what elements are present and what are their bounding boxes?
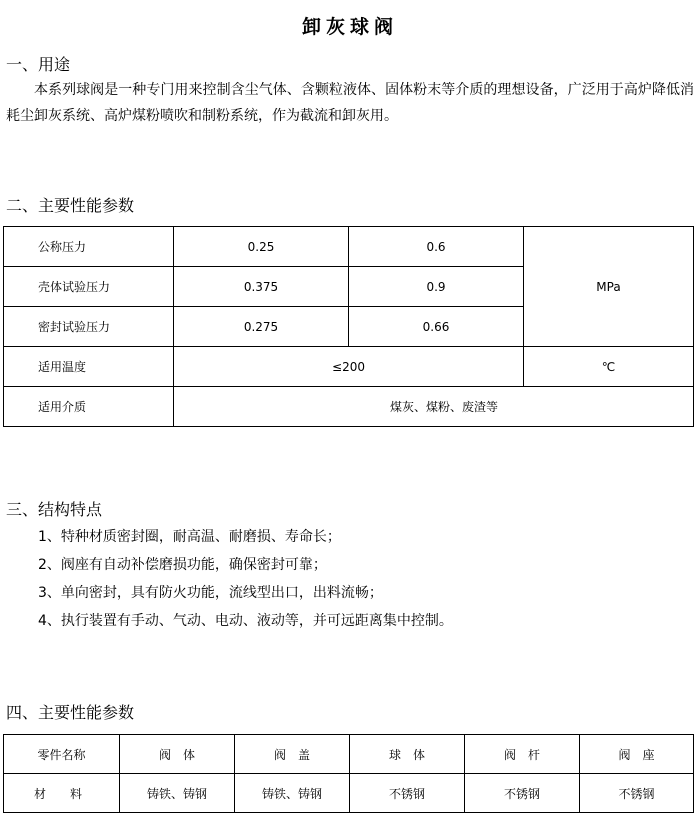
header-cell: 阀 杆 [465,735,580,774]
header-cell: 球 体 [350,735,465,774]
header-cell: 阀 座 [580,735,694,774]
material-label: 材 料 [4,774,120,813]
material-cell: 不锈钢 [350,774,465,813]
param-value: 0.9 [349,267,524,307]
list-item: 1、特种材质密封圈，耐高温、耐磨损、寿命长； [38,529,341,545]
material-cell: 铸铁、铸钢 [235,774,350,813]
medium-value: 煤灰、煤粉、废渣等 [174,387,694,427]
list-item: 4、执行装置有手动、气动、电动、液动等，并可远距离集中控制。 [38,613,453,629]
pressure-unit: MPa [524,227,694,347]
medium-label: 适用介质 [4,387,174,427]
param-value: 0.25 [174,227,349,267]
temp-label: 适用温度 [4,347,174,387]
performance-parameters-table [3,226,694,427]
table-row [4,774,694,813]
param-label: 公称压力 [4,227,174,267]
table-row [4,387,694,427]
section-heading-usage: 一、用途 [6,55,71,74]
param-value: 0.275 [174,307,349,347]
usage-paragraph: 本系列球阀是一种专门用来控制含尘气体、含颗粒液体、固体粉末等介质的理想设备，广泛用于高炉降低消耗尘卸灰系统、高炉煤粉喷吹和制粉系统，作为截流和卸灰用。 [6,82,694,124]
page-title: 卸灰球阀 [301,16,398,38]
list-item: 3、单向密封，具有防火功能，流线型出口，出料流畅； [38,585,383,601]
list-item: 2、阀座有自动补偿磨损功能，确保密封可靠； [38,557,327,573]
features-list [38,523,453,635]
table-row [4,227,694,267]
temp-value: ≤200 [174,347,524,387]
param-value: 0.6 [349,227,524,267]
table-row [4,735,694,774]
header-cell: 阀 盖 [235,735,350,774]
material-cell: 不锈钢 [465,774,580,813]
table-row [4,347,694,387]
materials-table [3,734,694,813]
param-value: 0.375 [174,267,349,307]
section-heading-materials: 四、主要性能参数 [6,703,135,722]
material-cell: 铸铁、铸钢 [120,774,235,813]
header-cell: 阀 体 [120,735,235,774]
param-value: 0.66 [349,307,524,347]
section-heading-features: 三、结构特点 [6,500,103,519]
header-cell: 零件名称 [4,735,120,774]
material-cell: 不锈钢 [580,774,694,813]
param-label: 壳体试验压力 [4,267,174,307]
section-heading-parameters: 二、主要性能参数 [6,196,135,215]
temp-unit: ℃ [524,347,694,387]
param-label: 密封试验压力 [4,307,174,347]
